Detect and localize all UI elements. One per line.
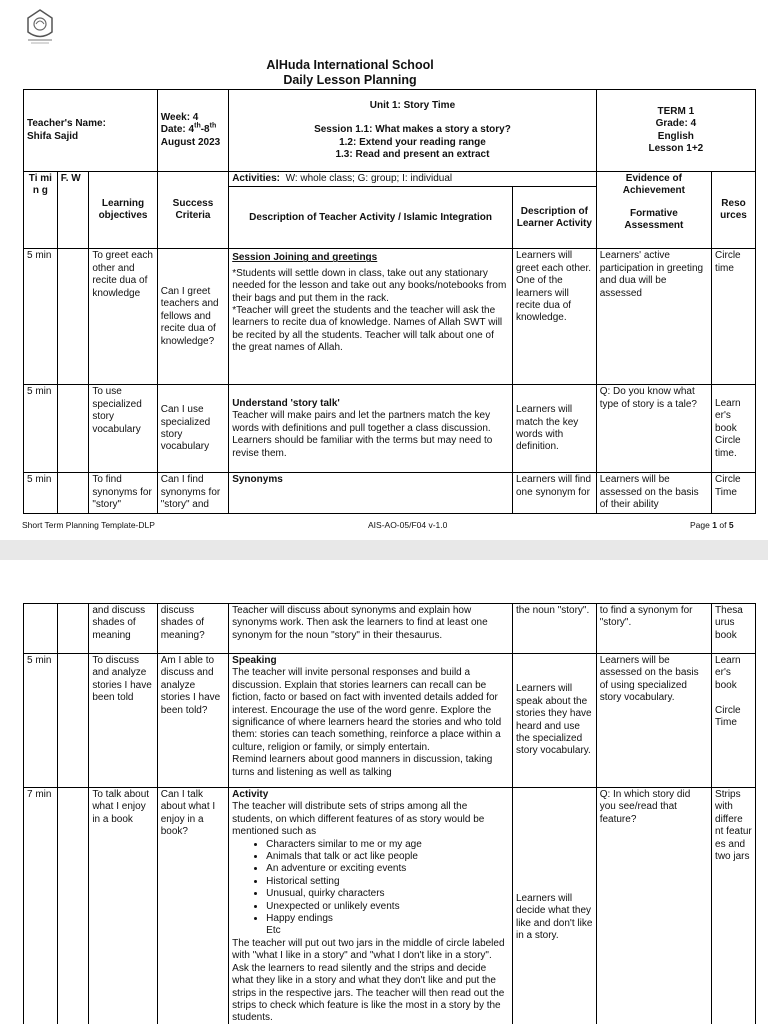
header-objectives: Learning objectives xyxy=(89,172,157,249)
objective-cell: To talk about what I enjoy in a book xyxy=(89,788,157,1024)
header-resources: Reso urces xyxy=(712,172,756,249)
fw-cell xyxy=(57,654,89,788)
learner-cell: Learners will find one synonym for xyxy=(513,473,597,513)
page-gap xyxy=(0,540,768,560)
objective-cell: and discuss shades of meaning xyxy=(89,604,157,654)
header-learner: Description of Learner Activity xyxy=(513,187,597,249)
assessment-cell: Q: Do you know what type of story is a tale? xyxy=(596,385,711,473)
criteria-cell: Can I talk about what I enjoy in a book? xyxy=(157,788,228,1024)
criteria-cell: Am I able to discuss and analyze stories I have been told? xyxy=(157,654,228,788)
footer-code: AIS-AO-05/F04 v-1.0 xyxy=(368,520,448,530)
description-cell: Understand 'story talk' Teacher will make pairs and let the partners match the key words with definitions and pull together a class discussion. Learners should be familiar with the terms but may need to revise them. xyxy=(229,385,513,473)
table-row xyxy=(24,604,756,654)
time-cell: 5 min xyxy=(24,249,58,385)
resources-cell: Circle Time xyxy=(712,473,756,513)
list-item: • Historical setting xyxy=(266,876,509,888)
assessment-cell: to find a synonym for "story". xyxy=(596,604,711,654)
lesson-text: Lesson 1+2 xyxy=(648,142,704,154)
header-description: Description of Teacher Activity / Islamic Integration xyxy=(229,187,513,249)
date-text: Date: 4th-8th xyxy=(160,122,217,136)
header-criteria: Success Criteria xyxy=(157,172,228,249)
session-line-2: 1.2: Extend your reading range xyxy=(339,136,486,148)
list-item: • Characters similar to me or my age xyxy=(266,839,509,851)
criteria-cell: discuss shades of meaning? xyxy=(157,604,228,654)
unit-title: Unit 1: Story Time xyxy=(369,99,456,111)
objective-cell: To discuss and analyze stories I have been told xyxy=(89,654,157,788)
header-fw: F. W xyxy=(57,172,89,249)
date-month: August 2023 xyxy=(160,136,221,148)
school-logo-icon xyxy=(22,8,58,46)
assessment-cell: Learners will be assessed on the basis of their ability xyxy=(596,473,711,513)
school-name: AlHuda International School xyxy=(266,58,434,72)
fw-cell xyxy=(57,788,89,1024)
resources-cell: Learn er's book Circle Time xyxy=(712,654,756,788)
objective-cell: To find synonyms for "story" xyxy=(89,473,157,513)
learner-cell: Learners will decide what they like and don't like in a story. xyxy=(512,788,596,1024)
footer-page: Page 1 of 5 xyxy=(690,520,734,530)
resources-cell: Learn er's book Circle time. xyxy=(712,385,756,473)
assessment-cell: Learners will be assessed on the basis of using specialized story vocabulary. xyxy=(596,654,711,788)
header-evidence: Evidence of Achievement Formative Assessment xyxy=(596,172,711,249)
objective-cell: To greet each other and recite dua of knowledge xyxy=(89,249,157,385)
fw-cell xyxy=(57,249,89,385)
description-cell: Speaking The teacher will invite personal responses and build a discussion. Explain that stories learners can recall can be fiction, facto or based on fact with invented details added for interest. Encourage the use of the word genre. Explore the significance of where learners heard the stories and who told them: stories can teach something, reinforce a place within a culture, religion or family, or simply entertain. Remind learners about good manners in discussion, taking turns and listening as well as talking xyxy=(229,654,513,788)
week-cell xyxy=(157,90,228,172)
resources-cell: Circle time xyxy=(712,249,756,385)
list-item: • Unexpected or unlikely events xyxy=(266,901,509,913)
description-cell: Synonyms xyxy=(229,473,513,513)
session-line-1: Session 1.1: What makes a story a story? xyxy=(314,124,511,136)
teacher-label: Teacher's Name: xyxy=(27,118,106,130)
table-row xyxy=(24,788,756,1024)
fw-cell xyxy=(57,604,89,654)
description-cell: Activity The teacher will distribute sets of strips among all the students, on which different features of as story would be mentioned such as • Characters similar to me or my age • Animals that talk or act like people • An adventure or exciting events • Historical setting • Unusual, quirky characters • Unexpected or unlikely events • Happy endings Etc The teacher will put out two jars in the middle of circle labeled with "what I like in a story" and "what I don't like in a story". Ask the learners to read silently and the strips and decide what they like in a story and what they don't like and put the strips in the respective jars. The teacher will then read out the strips to check which feature is like the most in a story by the students. xyxy=(229,788,513,1024)
term-cell xyxy=(596,90,755,172)
fw-cell xyxy=(57,385,89,473)
feature-list xyxy=(232,839,509,926)
grade-text: Grade: 4 xyxy=(655,118,697,130)
criteria-cell: Can I use specialized story vocabulary xyxy=(157,385,228,473)
table-row xyxy=(24,249,756,385)
etc-text: Etc xyxy=(266,925,281,937)
learner-cell: the noun "story". xyxy=(512,604,596,654)
assessment-cell: Learners' active participation in greeting and dua will be assessed xyxy=(596,249,711,385)
objective-cell: To use specialized story vocabulary xyxy=(89,385,157,473)
document-title xyxy=(0,58,700,88)
subject-text: English xyxy=(657,130,694,142)
learner-cell: Learners will match the key words with definition. xyxy=(513,385,597,473)
fw-cell xyxy=(57,473,89,513)
time-cell xyxy=(24,604,58,654)
session-line-3: 1.3: Read and present an extract xyxy=(335,148,490,160)
list-item: • An adventure or exciting events xyxy=(266,863,509,875)
term-text: TERM 1 xyxy=(657,105,695,117)
list-item: • Unusual, quirky characters xyxy=(266,888,509,900)
resources-cell: Thesa urus book xyxy=(712,604,756,654)
list-item: • Animals that talk or act like people xyxy=(266,851,509,863)
assessment-cell: Q: In which story did you see/read that feature? xyxy=(596,788,711,1024)
description-cell: Teacher will discuss about synonyms and explain how synonyms work. Then ask the learners to find at least one synonym for the noun "story" in their thesaurus. xyxy=(229,604,513,654)
week-text: Week: 4 xyxy=(160,111,199,123)
table-row xyxy=(24,473,756,513)
teacher-cell xyxy=(24,90,158,172)
time-cell: 5 min xyxy=(24,473,58,513)
lesson-plan-table-p1 xyxy=(23,89,756,514)
time-cell: 5 min xyxy=(24,654,58,788)
footer-template: Short Term Planning Template-DLP xyxy=(22,520,155,530)
time-cell: 7 min xyxy=(24,788,58,1024)
doc-title: Daily Lesson Planning xyxy=(283,73,417,87)
description-cell: Session Joining and greetings *Students will settle down in class, take out any stationary needed for the lesson and take out any books/notebooks from their bags and put them in the rack. *Teacher will greet the students and the teacher will ask the learners to recite dua of knowledge. Names of Allah SWT will be recited by all the students. Teacher will talk about one of the great names of Allah. xyxy=(229,249,513,385)
unit-cell xyxy=(229,90,597,172)
header-timing: Ti mi n g xyxy=(24,172,58,249)
criteria-cell: Can I greet teachers and fellows and recite dua of knowledge? xyxy=(157,249,228,385)
list-item: • Happy endings xyxy=(266,913,509,925)
time-cell: 5 min xyxy=(24,385,58,473)
page-2 xyxy=(0,560,768,1024)
table-row xyxy=(24,654,756,788)
table-row xyxy=(24,385,756,473)
teacher-name: Shifa Sajid xyxy=(27,130,79,142)
resources-cell: Strips with differe nt featur es and two jars xyxy=(712,788,756,1024)
learner-cell: Learners will greet each other. One of the learners will recite dua of knowledge. xyxy=(513,249,597,385)
learner-cell: Learners will speak about the stories they have heard and use the specialized story vocabulary. xyxy=(512,654,596,788)
activity-body: The teacher will put out two jars in the middle of circle labeled with "what I like in a story" and "what I don't like in a story". Ask the learners to read silently and the strips and decide what they like in a story and what they don't like and put the strips in the respective jars. The teacher will then read out the strips to check which feature is like the most in a story by the students. xyxy=(232,937,505,1024)
lesson-plan-table-p2 xyxy=(23,603,756,1024)
header-activities: Activities: W: whole class; G: group; I: individual xyxy=(229,172,597,187)
criteria-cell: Can I find synonyms for "story" and xyxy=(157,473,228,513)
